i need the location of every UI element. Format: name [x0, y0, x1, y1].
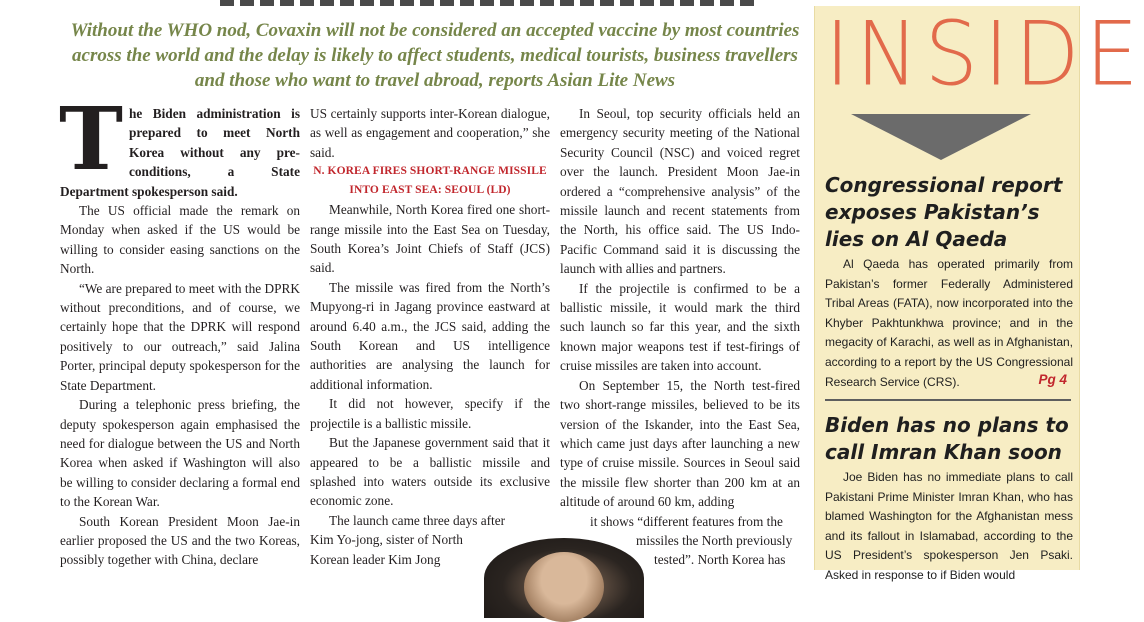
page-reference[interactable]: Pg 4 [1038, 372, 1067, 388]
article-deck: Without the WHO nod, Covaxin will not be considered an accepted vaccine by most countries across the world and the delay is likely to affect students, medical tourists, business travellers and those who want to travel abroad, reports Asian Lite News [70, 20, 800, 91]
paragraph: “We are prepared to meet with the DPRK without preconditions, and of course, we certainly hope that the DPRK will respond positively to our outreach,” said Jalina Porter, principal deputy spokesperson for the State Department. [60, 280, 300, 393]
paragraph: But the Japanese government said that it appeared to be a ballistic missile and splashed into waters outside its exclusive economic zone. [310, 435, 550, 509]
article-lede [59, 89, 300, 201]
lede-text: he Biden administration is prepared to meet North Korea without any pre-conditions, a State Department spokesperson said. [60, 106, 300, 199]
paragraph: On September 15, the North test-fired two short-range missiles, believed to be its version of the Iskander, into the East Sea, which came just days after launching a new type of cruise missile. Sources in Seoul said the missile flew shorter than 200 km at an altitude of around 60 km, adding [560, 377, 800, 510]
article-column-2 [310, 104, 550, 570]
headline-remnant [60, 0, 800, 6]
paragraph: Meanwhile, North Korea fired one short-range missile into the East Sea on Tuesday, South Korea’s Joint Chiefs of Staff (JCS) said. [310, 202, 550, 276]
paragraph: In Seoul, top security officials held an emergency security meeting of the National Security Council (NSC) and voiced regret over the launch. President Moon Jae-in ordered a “comprehensive analysis” of the missile launch and recent statements from the North, his office said. The US Indo-Pacific Command said it is discussing the launch with allies and partners. [560, 106, 800, 277]
story-headline[interactable]: Congressional report exposes Pakistan’s lies on Al Qaeda [825, 173, 1063, 251]
story-headline[interactable]: Biden has no plans to call Imran Khan soon [825, 413, 1069, 464]
drop-cap: T [59, 89, 123, 190]
sidebar-story[interactable] [825, 172, 1073, 387]
paragraph-wrap-line: it shows “different features from the [590, 513, 783, 529]
portrait-photo [484, 538, 644, 618]
inside-title: INSIDE [825, 2, 1144, 106]
paragraph-wrap-line: tested”. North Korea has [654, 552, 786, 568]
paragraph: The missile was fired from the North’s Mupyong-ri in Jagang province eastward at around 6.40 a.m., the JCS said, adding the South Korean and US intelligence authorities are analysing the launch for additional information. [310, 279, 550, 392]
paragraph-wrap-line: missiles the North previously [636, 532, 793, 548]
paragraph: The US official made the remark on Monday when asked if the US would be willing to consider easing sanctions on the North. [60, 203, 300, 277]
down-arrow-icon [851, 114, 1031, 160]
story-summary-text: Joe Biden has no immediate plans to call Pakistani Prime Minister Imran Khan, who has blamed Washington for the Afghanistan mess and its fallout in Islamabad, according to the US President’s spokesperson Jen Psaki. Asked in response to if Biden would [825, 470, 1073, 582]
paragraph: It did not however, specify if the projectile is a ballistic missile. [310, 396, 550, 431]
inside-sidebar [814, 2, 1144, 582]
paragraph-wrap-line: Kim Yo-jong, sister of North [310, 532, 463, 548]
sidebar-divider [825, 399, 1071, 401]
section-subhead: N. KOREA FIRES SHORT-RANGE MISSILE INTO EAST SEA: SEOUL (LD) [313, 165, 547, 197]
sidebar-story[interactable] [825, 412, 1073, 586]
paragraph: South Korean President Moon Jae-in earlier proposed the US and the two Koreas, possibly together with China, declare [60, 513, 300, 568]
paragraph-wrap-line: Korean leader Kim Jong [310, 551, 441, 567]
story-summary [825, 255, 1073, 392]
paragraph: If the projectile is confirmed to be a ballistic missile, it would mark the third such launch so far this year, and the sixth known major weapons test if test-firings of cruise missiles are taken into account. [560, 280, 800, 374]
story-summary-text: Al Qaeda has operated primarily from Pakistan’s former Federally Administered Tribal Areas (FATA), now incorporated into the Khyber Pakhtunkhwa province; and in the megacity of Karachi, as well as in Afghanistan, according to a report by the US Congressional Research Service (CRS). [825, 257, 1073, 389]
paragraph-wrap-line: The launch came three days after [329, 512, 506, 528]
article-column-3 [560, 104, 800, 570]
paragraph: During a telephonic press briefing, the deputy spokesperson again emphasised the need for dialogue between the US and North Korea when asked if Washington will also be willing to consider declaring a formal end to the Korean War. [60, 397, 300, 510]
article-column-1 [59, 89, 300, 570]
story-summary [825, 468, 1073, 586]
paragraph: US certainly supports inter-Korean dialogue, as well as engagement and cooperation,” she said. [310, 106, 550, 160]
